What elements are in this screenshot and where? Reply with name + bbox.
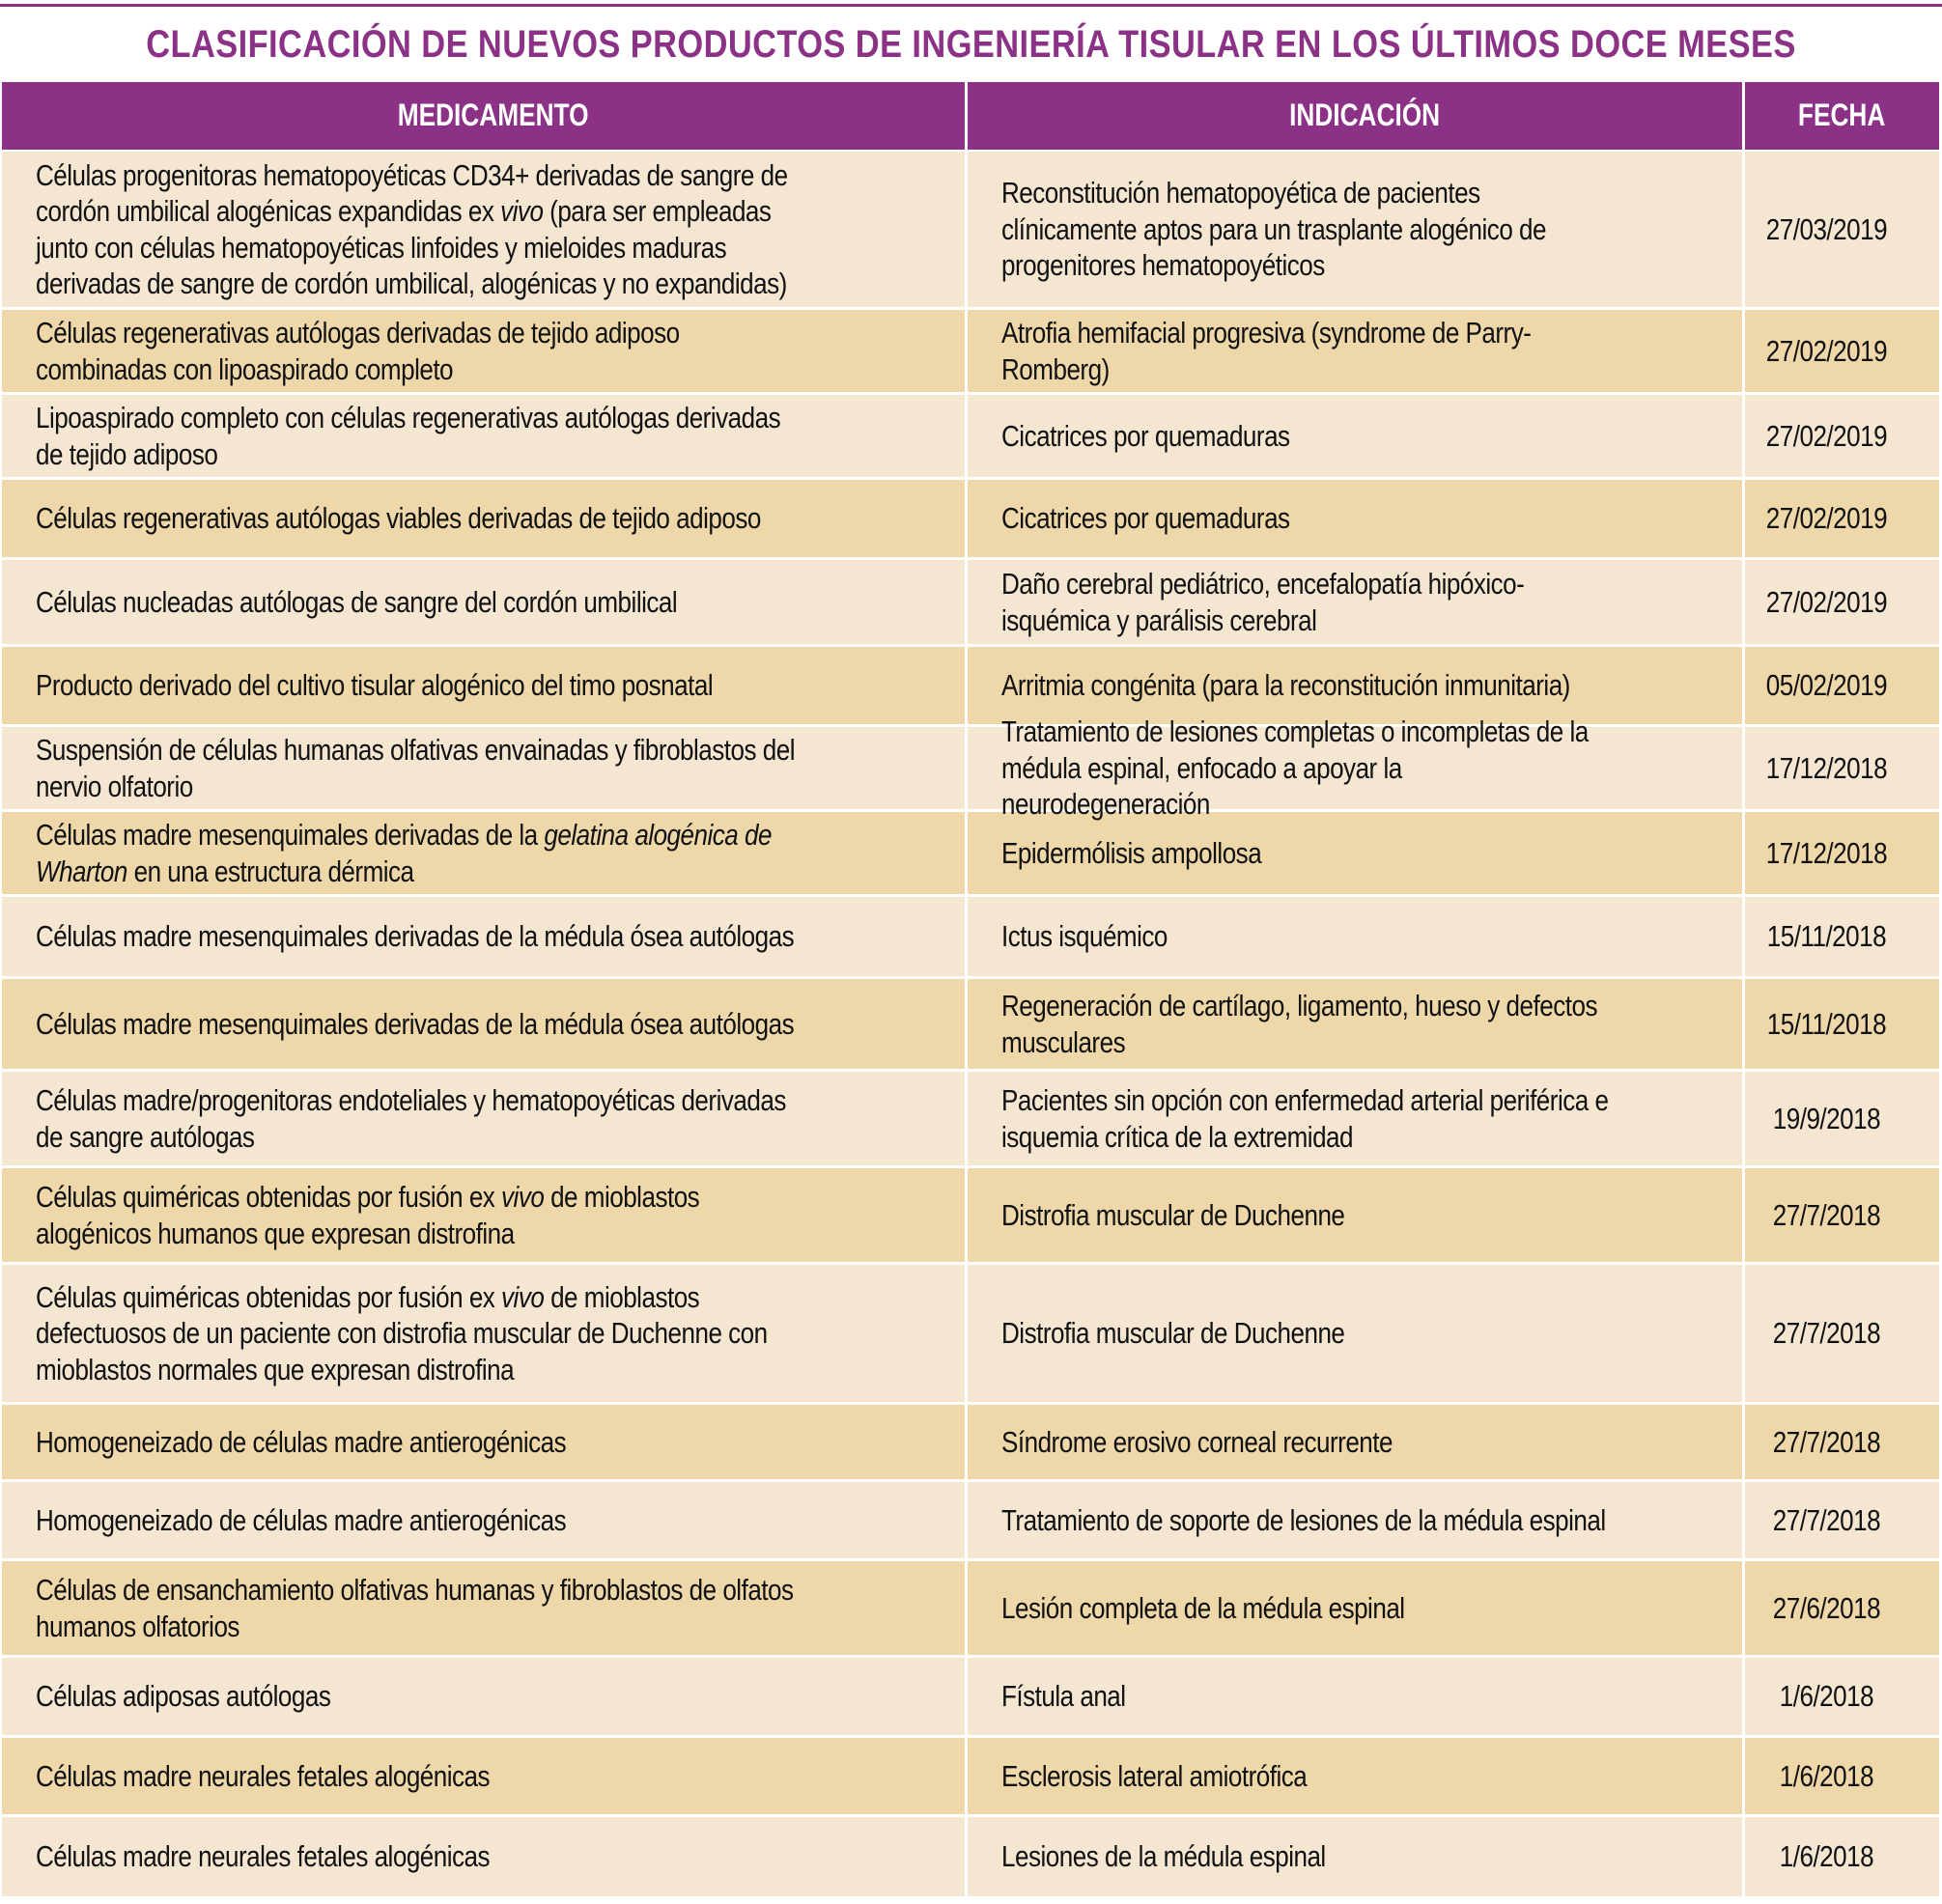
cell-fecha <box>1745 979 1939 1069</box>
text-fragment: Células madre/progenitoras endoteliales y hematopoyéticas derivadas de sangre autólogas <box>36 1083 786 1154</box>
medicamento-text <box>36 1758 804 1795</box>
cell-indicacion <box>968 152 1742 307</box>
cell-fecha <box>1745 152 1939 307</box>
cell-medicamento <box>2 1265 965 1402</box>
cell-fecha <box>1745 1658 1939 1735</box>
text-fragment: (para ser empleadas junto con células hematopoyéticas linfoides y mieloides maduras derivadas de sangre de cordón umbilical, alogénicas y no expandidas) <box>36 194 787 300</box>
table-row <box>2 1817 1939 1896</box>
cell-indicacion <box>968 310 1742 392</box>
table-row <box>2 152 1939 307</box>
cell-indicacion <box>968 897 1742 976</box>
cell-fecha <box>1745 1482 1939 1558</box>
indicacion-text: Ictus isquémico <box>1001 919 1168 954</box>
table-row <box>2 1658 1939 1735</box>
cell-fecha <box>1745 560 1939 644</box>
cell-indicacion <box>968 1817 1742 1896</box>
table-row <box>2 1738 1939 1814</box>
table-row <box>2 897 1939 976</box>
cell-medicamento <box>2 395 965 477</box>
indicacion-text: Lesiones de la médula espinal <box>1001 1839 1326 1874</box>
cell-medicamento <box>2 1405 965 1479</box>
medicamento-text <box>36 157 804 302</box>
cell-indicacion <box>968 1738 1742 1814</box>
fecha-text: 27/6/2018 <box>1772 1590 1881 1625</box>
cell-indicacion <box>968 1265 1742 1402</box>
indicacion-text: Tratamiento de lesiones completas o incompletas de la médula espinal, enfocado a apoyar la neurodegeneración <box>1001 714 1589 822</box>
medicamento-text <box>36 1279 804 1388</box>
cell-fecha <box>1745 1072 1939 1165</box>
medicamento-text <box>36 400 804 472</box>
cell-fecha <box>1745 1405 1939 1479</box>
indicacion-text: Cicatrices por quemaduras <box>1001 418 1290 453</box>
cell-indicacion <box>968 812 1742 894</box>
indicacion-text: Síndrome erosivo corneal recurrente <box>1001 1424 1393 1459</box>
text-fragment: Homogeneizado de células madre antierogénicas <box>36 1424 567 1459</box>
indicacion-text: Cicatrices por quemaduras <box>1001 501 1290 536</box>
cell-indicacion <box>968 1405 1742 1479</box>
medicamento-text <box>36 1179 804 1251</box>
cell-medicamento <box>2 897 965 976</box>
cell-medicamento <box>2 1817 965 1896</box>
indicacion-text: Pacientes sin opción con enfermedad arterial periférica e isquemia crítica de la extremidad <box>1001 1083 1609 1154</box>
text-fragment: Células de ensanchamiento olfativas humanas y fibroblastos de olfatos humanos olfatorios <box>36 1573 794 1643</box>
italic-term: gelatina alogénica de Wharton <box>36 818 772 888</box>
cell-indicacion <box>968 560 1742 644</box>
cell-indicacion <box>968 480 1742 557</box>
cell-medicamento <box>2 1072 965 1165</box>
column-header-label: FECHA <box>1798 98 1886 133</box>
cell-fecha <box>1745 1168 1939 1262</box>
cell-fecha <box>1745 480 1939 557</box>
table-row <box>2 480 1939 557</box>
cell-medicamento <box>2 812 965 894</box>
text-fragment: Lipoaspirado completo con células regenerativas autólogas derivadas de tejido adiposo <box>36 401 781 471</box>
indicacion-text: Atrofia hemifacial progresiva (syndrome de Parry-Romberg) <box>1001 316 1532 386</box>
text-fragment: Células regenerativas autólogas derivadas de tejido adiposo combinadas con lipoaspirado completo <box>36 316 680 386</box>
cell-medicamento <box>2 1482 965 1558</box>
medicamento-text <box>36 500 804 537</box>
cell-fecha <box>1745 310 1939 392</box>
text-fragment: en una estructura dérmica <box>127 854 414 888</box>
table-row <box>2 1405 1939 1479</box>
cell-indicacion <box>968 714 1742 822</box>
indicacion-text: Epidermólisis ampollosa <box>1001 835 1262 870</box>
cell-indicacion <box>968 395 1742 477</box>
cell-fecha <box>1745 812 1939 894</box>
cell-medicamento <box>2 1168 965 1262</box>
fecha-text: 27/7/2018 <box>1772 1197 1881 1232</box>
cell-medicamento <box>2 727 965 809</box>
fecha-text: 27/7/2018 <box>1772 1502 1881 1537</box>
indicacion-text: Reconstitución hematopoyética de pacientes clínicamente aptos para un trasplante alogénico de progenitores hematopoyéticos <box>1001 176 1546 283</box>
table-row <box>2 1561 1939 1655</box>
cell-medicamento <box>2 647 965 724</box>
table-row <box>2 1265 1939 1402</box>
cell-medicamento <box>2 310 965 392</box>
table-row <box>2 1482 1939 1558</box>
medicamento-text <box>36 1678 804 1715</box>
text-fragment: Células nucleadas autólogas de sangre del cordón umbilical <box>36 584 678 619</box>
italic-term: vivo <box>501 1279 545 1314</box>
text-fragment: Producto derivado del cultivo tisular alogénico del timo posnatal <box>36 668 714 703</box>
medicamento-text <box>36 584 804 621</box>
cell-indicacion <box>968 1658 1742 1735</box>
table-row <box>2 714 1939 822</box>
text-fragment: Células regenerativas autólogas viables derivadas de tejido adiposo <box>36 501 761 536</box>
indicacion-text: Esclerosis lateral amiotrófica <box>1001 1758 1308 1793</box>
medicamento-text <box>36 817 804 889</box>
cell-medicamento <box>2 1561 965 1655</box>
text-fragment: Células madre mesenquimales derivadas de la médula ósea autólogas <box>36 1006 795 1041</box>
cell-fecha <box>1745 395 1939 477</box>
italic-term: vivo <box>501 1180 545 1214</box>
cell-medicamento <box>2 152 965 307</box>
cell-indicacion <box>968 1561 1742 1655</box>
table-row <box>2 812 1939 894</box>
column-header-fecha <box>1745 82 1939 150</box>
cell-fecha <box>1745 727 1939 809</box>
column-header-indicacion <box>968 82 1742 150</box>
indicacion-text: Regeneración de cartílago, ligamento, hueso y defectos musculares <box>1001 989 1597 1059</box>
table-row <box>2 647 1939 724</box>
text-fragment: Células quiméricas obtenidas por fusión ex <box>36 1279 502 1314</box>
fecha-text: 27/7/2018 <box>1772 1316 1881 1351</box>
indicacion-text: Distrofia muscular de Duchenne <box>1001 1197 1345 1232</box>
indicacion-text: Distrofia muscular de Duchenne <box>1001 1316 1345 1351</box>
fecha-text: 15/11/2018 <box>1766 919 1887 954</box>
cell-indicacion <box>968 1482 1742 1558</box>
medicamento-text <box>36 1424 804 1461</box>
table-row <box>2 979 1939 1069</box>
text-fragment: Células madre mesenquimales derivadas de la <box>36 818 545 852</box>
fecha-text: 17/12/2018 <box>1765 750 1888 785</box>
table-row <box>2 310 1939 392</box>
cell-fecha <box>1745 1265 1939 1402</box>
top-rule <box>0 4 1942 7</box>
indicacion-text: Fístula anal <box>1001 1679 1126 1714</box>
text-fragment: Células madre neurales fetales alogénicas <box>36 1839 491 1874</box>
table-row <box>2 1168 1939 1262</box>
medicamento-text <box>36 1082 804 1155</box>
cell-medicamento <box>2 560 965 644</box>
cell-medicamento <box>2 1738 965 1814</box>
table-body <box>2 152 1939 1896</box>
fecha-text: 27/02/2019 <box>1765 501 1888 536</box>
medicamento-text <box>36 667 804 704</box>
indicacion-text: Lesión completa de la médula espinal <box>1001 1590 1405 1625</box>
text-fragment: de mioblastos defectuosos de un paciente con distrofia muscular de Duchenne con mioblastos normales que expresan distrofina <box>36 1279 768 1386</box>
cell-indicacion <box>968 1072 1742 1165</box>
text-fragment: Células madre mesenquimales derivadas de la médula ósea autólogas <box>36 919 795 954</box>
medicamento-text <box>36 1502 804 1539</box>
text-fragment: de mioblastos alogénicos humanos que expresan distrofina <box>36 1180 700 1250</box>
cell-indicacion <box>968 1168 1742 1262</box>
cell-indicacion <box>968 647 1742 724</box>
medicamento-text <box>36 315 804 387</box>
text-fragment: Células madre neurales fetales alogénicas <box>36 1758 491 1793</box>
text-fragment: Suspensión de células humanas olfativas envainadas y fibroblastos del nervio olfatorio <box>36 733 796 803</box>
table-row <box>2 560 1939 644</box>
text-fragment: Homogeneizado de células madre antierogénicas <box>36 1502 567 1537</box>
medicamento-text <box>36 918 804 955</box>
table-row <box>2 1072 1939 1165</box>
text-fragment: Células adiposas autólogas <box>36 1679 331 1714</box>
fecha-text: 1/6/2018 <box>1779 1679 1874 1714</box>
cell-indicacion <box>968 979 1742 1069</box>
column-header-label: MEDICAMENTO <box>398 98 589 133</box>
indicacion-text: Arritmia congénita (para la reconstitución inmunitaria) <box>1001 668 1570 703</box>
text-fragment: Células progenitoras hematopoyéticas CD34+ derivadas de sangre de cordón umbilical alogénicas expandidas ex <box>36 157 788 228</box>
fecha-text: 27/7/2018 <box>1772 1424 1881 1459</box>
page-title: CLASIFICACIÓN DE NUEVOS PRODUCTOS DE INGENIERÍA TISULAR EN LOS ÚLTIMOS DOCE MESES <box>146 23 1796 66</box>
fecha-text: 05/02/2019 <box>1765 668 1888 703</box>
cell-medicamento <box>2 480 965 557</box>
italic-term: vivo <box>500 194 544 228</box>
cell-fecha <box>1745 1817 1939 1896</box>
cell-medicamento <box>2 979 965 1069</box>
products-table <box>2 82 1939 1899</box>
cell-fecha <box>1745 1738 1939 1814</box>
column-header-label: INDICACIÓN <box>1289 98 1441 133</box>
fecha-text: 1/6/2018 <box>1779 1758 1874 1793</box>
cell-medicamento <box>2 1658 965 1735</box>
indicacion-text: Tratamiento de soporte de lesiones de la médula espinal <box>1001 1502 1606 1537</box>
medicamento-text <box>36 1006 804 1043</box>
fecha-text: 15/11/2018 <box>1766 1006 1887 1041</box>
cell-fecha <box>1745 1561 1939 1655</box>
fecha-text: 27/03/2019 <box>1765 211 1888 246</box>
indicacion-text: Daño cerebral pediátrico, encefalopatía hipóxico-isquémica y parálisis cerebral <box>1001 567 1525 637</box>
cell-fecha <box>1745 897 1939 976</box>
fecha-text: 17/12/2018 <box>1765 835 1888 870</box>
medicamento-text <box>36 732 804 804</box>
fecha-text: 1/6/2018 <box>1779 1839 1874 1874</box>
medicamento-text <box>36 1572 804 1644</box>
fecha-text: 27/02/2019 <box>1765 333 1888 368</box>
table-header-row <box>2 82 1939 150</box>
fecha-text: 27/02/2019 <box>1765 418 1888 453</box>
text-fragment: Células quiméricas obtenidas por fusión ex <box>36 1180 502 1214</box>
cell-fecha <box>1745 647 1939 724</box>
medicamento-text <box>36 1838 804 1875</box>
column-header-medicamento <box>2 82 965 150</box>
table-row <box>2 395 1939 477</box>
fecha-text: 19/9/2018 <box>1772 1101 1881 1135</box>
fecha-text: 27/02/2019 <box>1765 584 1888 619</box>
